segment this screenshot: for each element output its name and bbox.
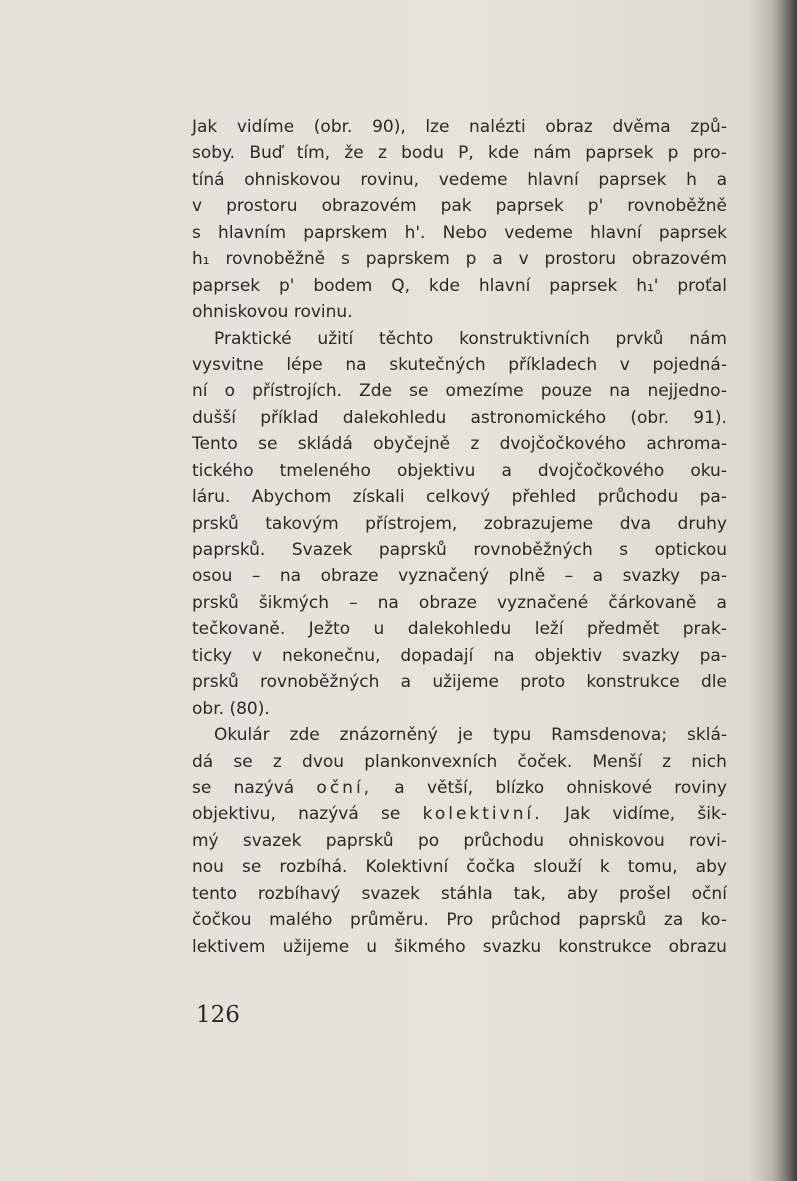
word: pouze xyxy=(540,381,593,402)
word: dvojčočkového xyxy=(499,434,627,455)
word: u xyxy=(373,619,385,640)
text-line xyxy=(192,696,727,722)
word: obrazovém xyxy=(631,249,727,270)
word: dle xyxy=(701,672,727,693)
word: oční, xyxy=(316,777,373,798)
word: objektiv xyxy=(534,645,603,666)
word: přístrojích. xyxy=(252,381,343,402)
word: obr. xyxy=(192,698,225,719)
word: hlavní xyxy=(527,169,579,190)
word: rovinu, xyxy=(360,169,420,190)
word: a xyxy=(394,777,405,798)
text-line xyxy=(192,246,727,272)
word: nich xyxy=(691,751,727,772)
word: – xyxy=(251,566,261,587)
word: slouží xyxy=(533,857,582,878)
text-line xyxy=(192,669,727,695)
word: celkový xyxy=(425,487,491,508)
word: proto xyxy=(520,672,566,693)
word: kde xyxy=(487,143,520,164)
word: přehled xyxy=(511,487,577,508)
word: dalekohledu xyxy=(342,407,447,428)
word: obraze xyxy=(320,566,379,587)
word: ohniskové xyxy=(566,777,653,798)
word: dá xyxy=(192,751,214,772)
word: rovnoběžných xyxy=(260,672,380,693)
word: a xyxy=(400,672,412,693)
word: s xyxy=(340,249,350,270)
word: šik- xyxy=(697,804,727,825)
word: leží xyxy=(534,619,564,640)
word: a xyxy=(716,592,727,613)
word: ohniskovou xyxy=(568,830,665,851)
text-line xyxy=(192,934,727,960)
word: (obr. xyxy=(630,407,670,428)
word: lépe xyxy=(286,354,323,375)
word: h xyxy=(686,169,697,190)
word: takovým xyxy=(265,513,339,534)
text-line xyxy=(192,458,727,484)
word: tíná xyxy=(192,169,225,190)
word: rozbíhá. xyxy=(279,857,348,878)
word: plankonvexních xyxy=(364,751,498,772)
word: šikmých xyxy=(258,592,329,613)
word: v xyxy=(619,354,630,375)
text-line xyxy=(192,299,727,325)
word: pojedná- xyxy=(652,354,727,375)
word: prsků xyxy=(192,672,239,693)
word: konstrukce xyxy=(586,672,680,693)
word: objektivu xyxy=(396,460,476,481)
word: roviny xyxy=(674,777,727,798)
word: oku- xyxy=(690,460,727,481)
word: obrazovém xyxy=(321,196,417,217)
word: lektivem xyxy=(192,936,266,957)
text-line xyxy=(192,854,727,880)
text-line xyxy=(192,749,727,775)
word: šikmého xyxy=(394,936,466,957)
word: obraze xyxy=(418,592,477,613)
word: paprskem xyxy=(365,249,450,270)
word: Jak xyxy=(564,804,591,825)
word: čárkovaně xyxy=(608,592,697,613)
word: vysvitne xyxy=(192,354,264,375)
word: Menší xyxy=(592,751,642,772)
word: rovnoběžně xyxy=(225,249,326,270)
word: nám xyxy=(689,328,727,349)
word: prak- xyxy=(682,619,727,640)
word: k xyxy=(599,857,610,878)
word: hlavní xyxy=(590,222,642,243)
text-line xyxy=(192,140,727,166)
word: se xyxy=(233,751,253,772)
word: Jak xyxy=(192,117,218,137)
word: ní xyxy=(192,381,208,402)
word: nám xyxy=(533,143,572,164)
word: nou xyxy=(192,857,224,878)
word: Okulár xyxy=(214,725,270,746)
word: svazek xyxy=(242,830,302,851)
word: z xyxy=(662,751,672,772)
word: je xyxy=(457,725,473,746)
word: skládá xyxy=(297,434,353,455)
word: znázorněný xyxy=(339,725,438,746)
word: v xyxy=(192,196,203,217)
word: čoček. xyxy=(517,751,573,772)
word: v xyxy=(518,249,529,270)
word: příklad xyxy=(260,407,319,428)
word: příkladech xyxy=(508,354,598,375)
word: čočka xyxy=(466,857,516,878)
word: paprsek xyxy=(598,169,667,190)
word: obrazu xyxy=(668,936,727,957)
word: za xyxy=(663,910,684,931)
word: konstrukce xyxy=(558,936,652,957)
word: na xyxy=(609,381,631,402)
word: (80). xyxy=(229,698,270,719)
word: průchodu xyxy=(463,830,545,851)
word: získali xyxy=(352,487,405,508)
word: vyznačený xyxy=(398,566,489,587)
text-line xyxy=(192,352,727,378)
word: nekonečnu, xyxy=(281,645,381,666)
text-line xyxy=(192,907,727,933)
word: zde xyxy=(289,725,320,746)
word: dva xyxy=(619,513,652,534)
word: pa- xyxy=(699,566,727,587)
word: (obr. xyxy=(313,117,353,137)
word: čočkou xyxy=(192,910,252,931)
word: z xyxy=(272,751,282,772)
word: prošel xyxy=(618,883,671,904)
word: paprsků. xyxy=(192,540,266,560)
word: soby. xyxy=(192,143,236,164)
word: kolektivní. xyxy=(422,804,543,825)
word: tmeleného xyxy=(279,460,371,481)
word: proťal xyxy=(677,275,727,296)
word: se xyxy=(192,777,212,798)
word: – xyxy=(564,566,574,587)
word: p xyxy=(667,143,679,164)
word: větší, xyxy=(426,777,474,798)
text-line xyxy=(192,828,727,854)
word: druhy xyxy=(677,513,727,534)
word: bodem xyxy=(313,275,373,296)
word: stáhla xyxy=(440,883,493,904)
text-line xyxy=(192,273,727,299)
word: přístrojem, xyxy=(365,513,458,534)
word: že xyxy=(344,143,364,164)
word: rovinu. xyxy=(293,302,353,323)
text-line xyxy=(192,590,727,616)
word: paprskem xyxy=(303,222,388,243)
body-text xyxy=(192,114,727,960)
word: z xyxy=(470,434,480,455)
word: obyčejně xyxy=(373,434,451,455)
word: se xyxy=(381,804,401,825)
word: Kolektivní xyxy=(365,857,449,878)
word: svazky xyxy=(622,645,680,666)
word: dalekohledu xyxy=(407,619,512,640)
word: Abychom xyxy=(251,487,332,508)
word: tomu, xyxy=(627,857,678,878)
word: lze xyxy=(425,117,450,137)
word: ko- xyxy=(700,910,727,931)
word: předmět xyxy=(587,619,660,640)
word: kde xyxy=(428,275,460,296)
word: Buď xyxy=(249,143,283,164)
text-line xyxy=(192,643,727,669)
word: vidíme, xyxy=(612,804,676,825)
word: hlavní xyxy=(478,275,531,296)
word: pak xyxy=(440,196,472,217)
word: rovnoběžně xyxy=(627,196,727,217)
word: Zde xyxy=(359,381,393,402)
word: p xyxy=(465,249,477,270)
word: dvěma xyxy=(612,117,671,137)
word: dvojčočkového xyxy=(537,460,665,481)
word: způ- xyxy=(690,117,727,137)
word: dušší xyxy=(192,407,237,428)
word: vidíme xyxy=(236,117,295,137)
word: průchodu xyxy=(597,487,679,508)
word: nazývá xyxy=(298,804,359,825)
word: na xyxy=(493,645,515,666)
word: o xyxy=(224,381,235,402)
word: Praktické xyxy=(214,328,292,349)
word: paprsek xyxy=(549,275,618,296)
word: h'. xyxy=(404,222,426,243)
word: tak, xyxy=(513,883,546,904)
word: tento xyxy=(192,883,237,904)
word: omezíme xyxy=(445,381,524,402)
text-line xyxy=(192,775,727,801)
word: na xyxy=(345,354,367,375)
word: malého xyxy=(269,910,333,931)
word: nazývá xyxy=(233,777,295,798)
word: dvou xyxy=(302,751,345,772)
word: pa- xyxy=(699,487,727,508)
word: prsků xyxy=(192,592,239,613)
word: obraz xyxy=(545,117,593,137)
word: na xyxy=(279,566,302,587)
word: paprsků xyxy=(378,540,447,560)
word: konstruktivních xyxy=(459,328,590,349)
word: mý xyxy=(192,830,219,851)
word: paprsek xyxy=(585,143,654,164)
word: 90), xyxy=(372,117,406,137)
word: 91). xyxy=(693,407,727,428)
word: blízko xyxy=(495,777,545,798)
word: Q, xyxy=(391,275,411,296)
word: z xyxy=(377,143,387,164)
word: paprsek xyxy=(192,275,261,296)
word: oční xyxy=(691,883,727,904)
word: P, xyxy=(458,143,474,164)
word: pro- xyxy=(692,143,727,164)
text-line xyxy=(192,537,727,563)
word: – xyxy=(349,592,358,613)
word: ohniskovou xyxy=(244,169,341,190)
word: tického xyxy=(192,460,254,481)
word: rovnoběžných xyxy=(473,540,593,560)
word: užití xyxy=(317,328,354,349)
word: na xyxy=(377,592,399,613)
page-number: 126 xyxy=(196,1002,240,1028)
word: zobrazujeme xyxy=(483,513,594,534)
word: hlavním xyxy=(218,222,287,243)
word: prostoru xyxy=(544,249,617,270)
word: tečkovaně. xyxy=(192,619,286,640)
word: se xyxy=(258,434,278,455)
word: se xyxy=(409,381,429,402)
word: prvků xyxy=(615,328,664,349)
word: s xyxy=(619,540,629,560)
word: v xyxy=(251,645,263,666)
word: a xyxy=(492,249,503,270)
word: ticky xyxy=(192,645,233,666)
word: aby xyxy=(695,857,727,878)
word: skutečných xyxy=(389,354,486,375)
word: rovi- xyxy=(689,830,727,851)
word: ohniskovou xyxy=(192,302,289,323)
word: h₁' xyxy=(636,275,659,296)
word: paprsků xyxy=(325,830,394,851)
text-line xyxy=(192,511,727,537)
word: Nebo xyxy=(442,222,487,243)
word: vyznačené xyxy=(496,592,589,613)
word: typu xyxy=(492,725,532,746)
word: pa- xyxy=(699,645,727,666)
text-line xyxy=(192,378,727,404)
word: rozbíhavý xyxy=(257,883,341,904)
word: objektivu, xyxy=(192,804,276,825)
word: dopadají xyxy=(400,645,474,666)
word: prostoru xyxy=(226,196,298,217)
word: Pro xyxy=(446,910,474,931)
word: Ramsdenova; xyxy=(551,725,668,746)
word: paprsků xyxy=(578,910,647,931)
word: p' xyxy=(587,196,604,217)
word: Ježto xyxy=(308,619,351,640)
text-line xyxy=(192,431,727,457)
text-line xyxy=(192,801,727,827)
word: a xyxy=(501,460,512,481)
text-line xyxy=(192,193,727,219)
word: h₁ xyxy=(192,249,210,270)
text-line xyxy=(192,616,727,642)
word: svazek xyxy=(361,883,421,904)
text-line xyxy=(192,484,727,510)
word: vedeme xyxy=(438,169,508,190)
word: nejjedno- xyxy=(647,381,727,402)
word: užijeme xyxy=(282,936,350,957)
word: a xyxy=(592,566,604,587)
text-line xyxy=(192,722,727,748)
text-line xyxy=(192,167,727,193)
word: Tento xyxy=(192,434,238,455)
word: achroma- xyxy=(646,434,727,455)
word: průchod xyxy=(490,910,561,931)
word: těchto xyxy=(379,328,434,349)
text-line xyxy=(192,114,727,140)
word: p' xyxy=(279,275,295,296)
word: po xyxy=(417,830,440,851)
word: u xyxy=(366,936,378,957)
word: svazku xyxy=(482,936,542,957)
word: vedeme xyxy=(504,222,573,243)
word: osou xyxy=(192,566,233,587)
text-line xyxy=(192,220,727,246)
word: s xyxy=(192,222,201,243)
word: paprsek xyxy=(658,222,727,243)
word: svazky xyxy=(622,566,681,587)
word: optickou xyxy=(654,540,727,560)
text-line xyxy=(192,326,727,352)
word: nalézti xyxy=(469,117,526,137)
word: plně xyxy=(508,566,546,587)
word: astronomického xyxy=(470,407,607,428)
word: se xyxy=(242,857,262,878)
word: průměru. xyxy=(350,910,429,931)
text-line xyxy=(192,881,727,907)
word: užijeme xyxy=(432,672,499,693)
word: bodu xyxy=(401,143,444,164)
word: tím, xyxy=(296,143,331,164)
word: láru. xyxy=(192,487,231,508)
text-line xyxy=(192,405,727,431)
word: prsků xyxy=(192,513,239,534)
word: sklá- xyxy=(687,725,727,746)
word: aby xyxy=(566,883,599,904)
word: a xyxy=(716,169,727,190)
word: paprsek xyxy=(495,196,564,217)
word: Svazek xyxy=(291,540,353,560)
text-line xyxy=(192,563,727,589)
